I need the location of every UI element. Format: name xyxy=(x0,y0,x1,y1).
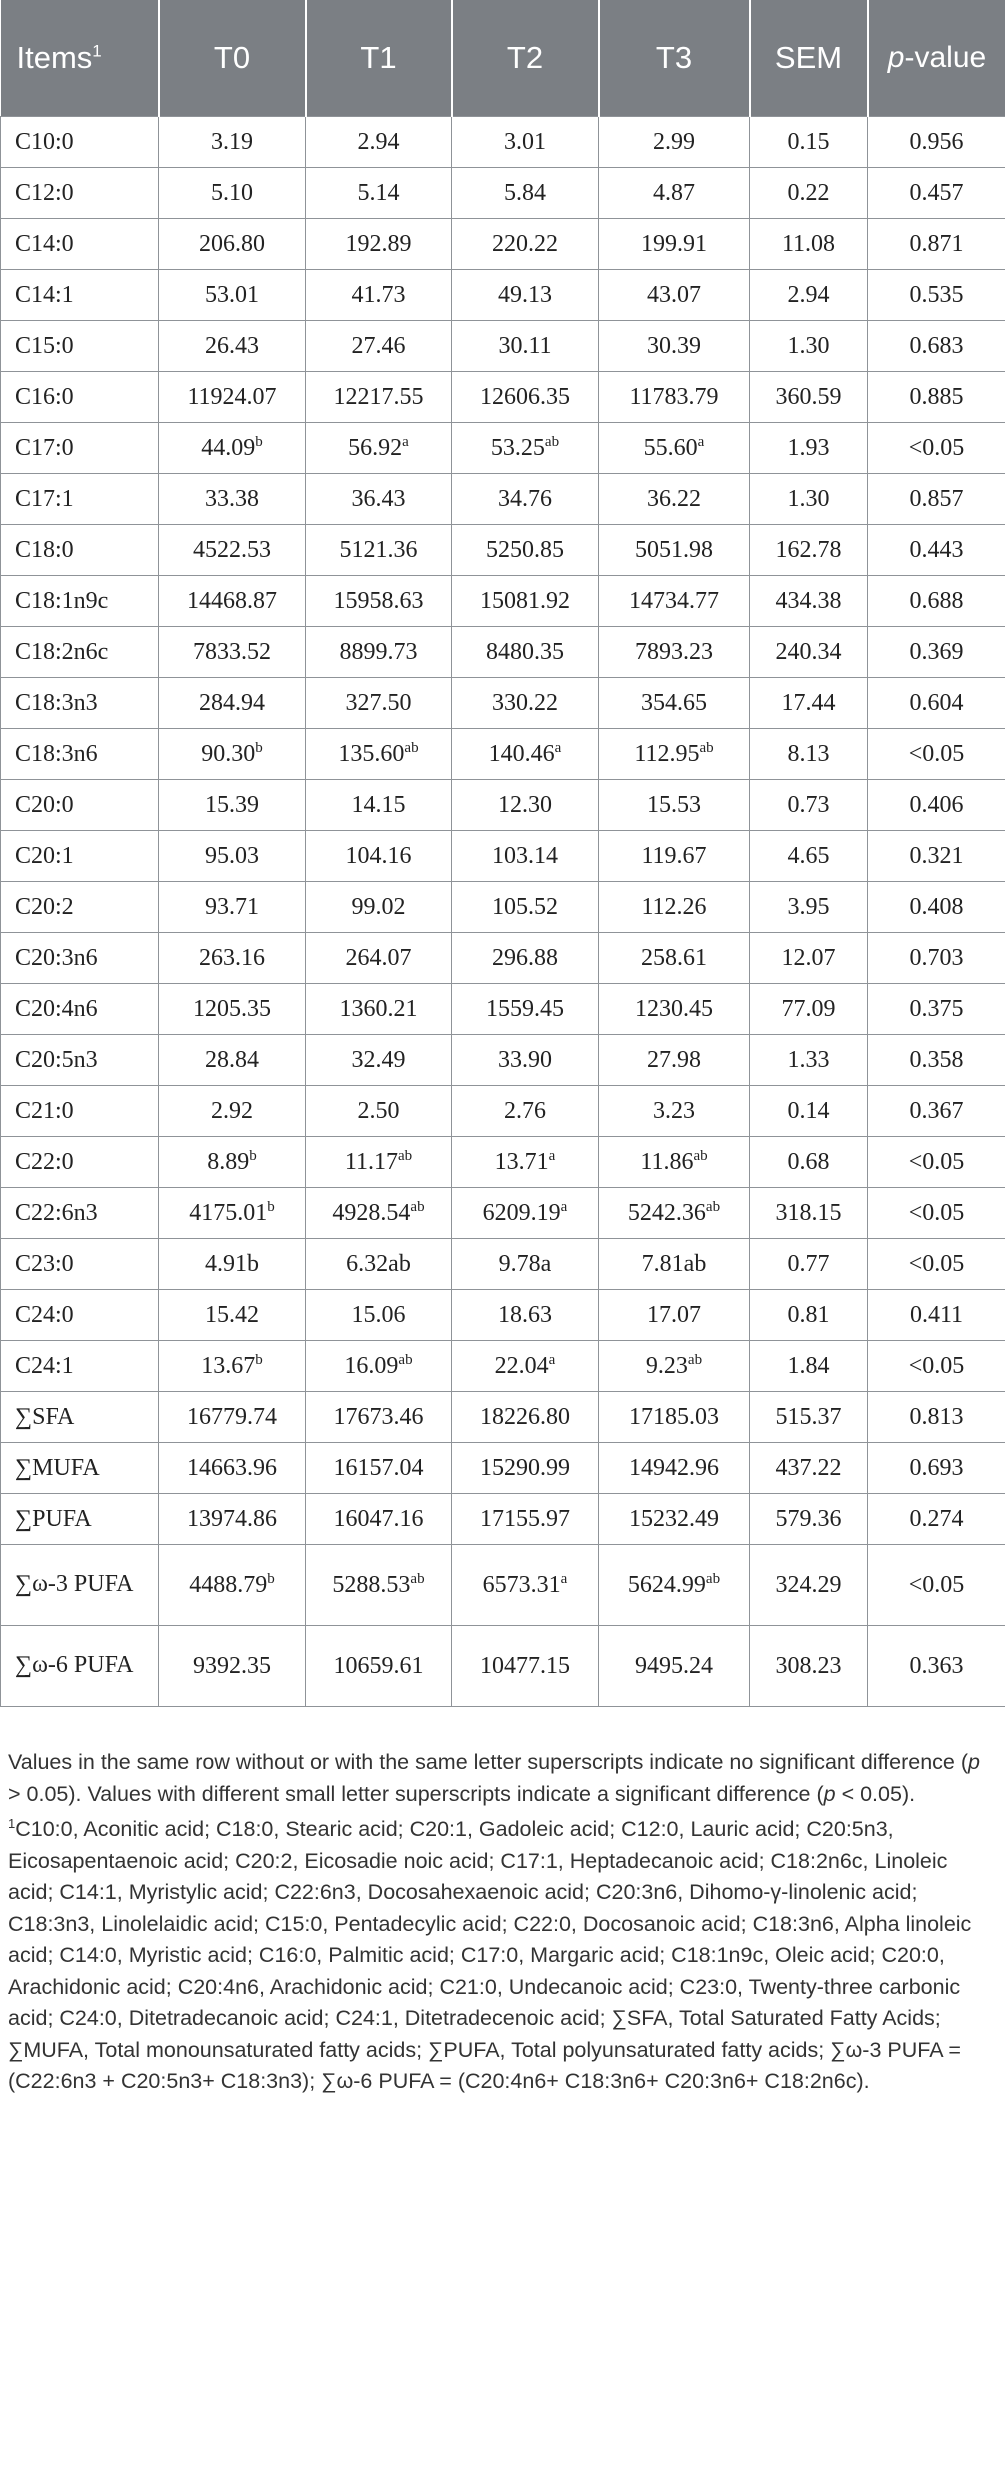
cell-t1: 41.73 xyxy=(306,270,452,321)
cell-p-value: <0.05 xyxy=(868,1341,1005,1392)
cell-p-value: 0.411 xyxy=(868,1290,1005,1341)
cell-p-value: 0.358 xyxy=(868,1035,1005,1086)
cell-p-value: 0.274 xyxy=(868,1494,1005,1545)
significance-letter: ab xyxy=(693,1147,708,1164)
cell-item: C21:0 xyxy=(1,1086,159,1137)
cell-t2: 18.63 xyxy=(452,1290,599,1341)
cell-t3: 14734.77 xyxy=(599,576,750,627)
cell-sem: 324.29 xyxy=(750,1545,868,1626)
significance-letter: b xyxy=(267,1570,275,1587)
cell-t1: 6.32ab xyxy=(306,1239,452,1290)
table-row xyxy=(1,1137,1005,1188)
cell-sem: 360.59 xyxy=(750,372,868,423)
significance-letter: a xyxy=(697,433,705,450)
header-t3: T3 xyxy=(599,0,750,117)
cell-t1: 16157.04 xyxy=(306,1443,452,1494)
table-row xyxy=(1,1086,1005,1137)
table-row xyxy=(1,372,1005,423)
cell-t3: 30.39 xyxy=(599,321,750,372)
cell-sem: 0.68 xyxy=(750,1137,868,1188)
cell-sem: 434.38 xyxy=(750,576,868,627)
cell-t0: 2.92 xyxy=(159,1086,306,1137)
cell-item: ∑SFA xyxy=(1,1392,159,1443)
cell-item: C15:0 xyxy=(1,321,159,372)
significance-letter: ab xyxy=(404,739,419,756)
abbreviation-footnote: $^1$C10:0, Aconitic acid; C18:0, Stearic acid; C20:1, Gadoleic acid; C12:0, Lauric acid; C20:5n3, Eicosapentaenoic acid; C20:2, Eicosadie noic acid; C17:1, Heptadecanoic acid; C18:2n6c, Linoleic acid; C14:1, Myristylic acid; C22:6n3, Docosahexaenoic acid; C20:3n6, Dihomo-γ-linolenic acid; C18:3n3, Linolelaidic acid; C15:0, Pentadecylic acid; C22:0, Docosanoic acid; C18:3n6, Alpha linoleic acid; C14:0, Myristic acid; C16:0, Palmitic acid; C17:0, Margaric acid; C18:1n9c, Oleic acid; C20:0, Arachidonic acid; C20:4n6, Arachidonic acid; C21:0, Undecanoic acid; C23:0, Twenty-three carbonic acid; C24:0, Ditetradecanoic acid; C24:1, Ditetradecenoic acid; ∑SFA, Total Saturated Fatty Acids; ∑MUFA, Total monounsaturated fatty acids; ∑PUFA, Total polyunsaturated fatty acids; ∑ω-3 PUFA = (C22:6n3 + C20:5n3+ C18:3n3); ∑ω-6 PUFA = (C20:4n6+ C18:3n6+ C20:3n6+ C18:2n6c). xyxy=(8,1815,972,2093)
cell-t2: 30.11 xyxy=(452,321,599,372)
cell-sem: 8.13 xyxy=(750,729,868,780)
cell-t3: 15.53 xyxy=(599,780,750,831)
table-header xyxy=(1,0,1005,117)
cell-item: C17:1 xyxy=(1,474,159,525)
cell-t0: 33.38 xyxy=(159,474,306,525)
cell-t3: 9.23$^{ab}$ xyxy=(599,1341,750,1392)
cell-t1: 5121.36 xyxy=(306,525,452,576)
significance-letter: ab xyxy=(397,1147,413,1164)
cell-t2: 330.22 xyxy=(452,678,599,729)
cell-sem: 437.22 xyxy=(750,1443,868,1494)
table-row xyxy=(1,423,1005,474)
cell-p-value: 0.375 xyxy=(868,984,1005,1035)
cell-sem: 12.07 xyxy=(750,933,868,984)
cell-p-value: 0.956 xyxy=(868,117,1005,168)
cell-t2: 13.71$^a$ xyxy=(452,1137,599,1188)
cell-t3: 4.87 xyxy=(599,168,750,219)
cell-item: C22:0 xyxy=(1,1137,159,1188)
cell-item: C18:3n6 xyxy=(1,729,159,780)
cell-sem: 318.15 xyxy=(750,1188,868,1239)
table-row xyxy=(1,1392,1005,1443)
cell-sem: 17.44 xyxy=(750,678,868,729)
cell-sem: 1.93 xyxy=(750,423,868,474)
cell-p-value: 0.693 xyxy=(868,1443,1005,1494)
table-row xyxy=(1,1035,1005,1086)
cell-t3: 43.07 xyxy=(599,270,750,321)
cell-t2: 15081.92 xyxy=(452,576,599,627)
cell-item: C16:0 xyxy=(1,372,159,423)
cell-p-value: <0.05 xyxy=(868,1239,1005,1290)
cell-t1: 2.94 xyxy=(306,117,452,168)
cell-t1: 8899.73 xyxy=(306,627,452,678)
cell-t0: 44.09$^b$ xyxy=(159,423,306,474)
cell-t1: 10659.61 xyxy=(306,1626,452,1707)
cell-t3: 112.26 xyxy=(599,882,750,933)
cell-t1: 17673.46 xyxy=(306,1392,452,1443)
cell-t2: 12606.35 xyxy=(452,372,599,423)
table-row xyxy=(1,933,1005,984)
cell-t0: 53.01 xyxy=(159,270,306,321)
cell-t0: 7833.52 xyxy=(159,627,306,678)
table-row xyxy=(1,1545,1005,1626)
cell-t3: 9495.24 xyxy=(599,1626,750,1707)
cell-t0: 15.42 xyxy=(159,1290,306,1341)
cell-t0: 4.91b xyxy=(159,1239,306,1290)
cell-t3: 7893.23 xyxy=(599,627,750,678)
cell-t3: 5624.99$^{ab}$ xyxy=(599,1545,750,1626)
header-sem: SEM xyxy=(750,0,868,117)
table-row xyxy=(1,1626,1005,1707)
cell-t3: 5051.98 xyxy=(599,525,750,576)
cell-item: ∑ω-3 PUFA xyxy=(1,1545,159,1626)
cell-t0: 16779.74 xyxy=(159,1392,306,1443)
table-row xyxy=(1,219,1005,270)
significance-letter: b xyxy=(249,1147,257,1164)
cell-t0: 90.30$^b$ xyxy=(159,729,306,780)
cell-t3: 15232.49 xyxy=(599,1494,750,1545)
footnote-marker: 1 xyxy=(8,1815,16,1831)
cell-t0: 8.89$^b$ xyxy=(159,1137,306,1188)
significance-letter: b xyxy=(255,1351,263,1368)
cell-sem: 162.78 xyxy=(750,525,868,576)
significance-letter: b xyxy=(255,739,263,756)
cell-t0: 14468.87 xyxy=(159,576,306,627)
table-row xyxy=(1,1239,1005,1290)
cell-item: C20:5n3 xyxy=(1,1035,159,1086)
cell-t2: 49.13 xyxy=(452,270,599,321)
cell-sem: 1.30 xyxy=(750,474,868,525)
cell-t3: 112.95$^{ab}$ xyxy=(599,729,750,780)
header-t1: T1 xyxy=(306,0,452,117)
cell-t0: 4175.01$^b$ xyxy=(159,1188,306,1239)
cell-sem: 11.08 xyxy=(750,219,868,270)
cell-p-value: 0.369 xyxy=(868,627,1005,678)
cell-p-value: 0.457 xyxy=(868,168,1005,219)
cell-item: C23:0 xyxy=(1,1239,159,1290)
table-row xyxy=(1,729,1005,780)
cell-t2: 296.88 xyxy=(452,933,599,984)
cell-item: ∑MUFA xyxy=(1,1443,159,1494)
cell-p-value: 0.857 xyxy=(868,474,1005,525)
cell-item: C18:2n6c xyxy=(1,627,159,678)
table-row xyxy=(1,1443,1005,1494)
cell-p-value: 0.703 xyxy=(868,933,1005,984)
cell-sem: 240.34 xyxy=(750,627,868,678)
cell-t0: 9392.35 xyxy=(159,1626,306,1707)
cell-item: C14:1 xyxy=(1,270,159,321)
cell-item: C20:3n6 xyxy=(1,933,159,984)
significance-legend: Values in the same row without or with the same letter superscripts indicate no significant difference (p > 0.05). Values with different small letter superscripts indicate a significant difference (p < 0.05). xyxy=(8,1750,980,1806)
table-row xyxy=(1,984,1005,1035)
cell-t2: 10477.15 xyxy=(452,1626,599,1707)
cell-t0: 14663.96 xyxy=(159,1443,306,1494)
cell-p-value: 0.443 xyxy=(868,525,1005,576)
cell-p-value: 0.406 xyxy=(868,780,1005,831)
cell-t3: 55.60$^a$ xyxy=(599,423,750,474)
cell-sem: 1.33 xyxy=(750,1035,868,1086)
cell-p-value: <0.05 xyxy=(868,729,1005,780)
table-row xyxy=(1,321,1005,372)
table-notes xyxy=(0,1707,998,2098)
cell-t3: 14942.96 xyxy=(599,1443,750,1494)
table-row xyxy=(1,117,1005,168)
table-row xyxy=(1,1188,1005,1239)
cell-t2: 17155.97 xyxy=(452,1494,599,1545)
table-body xyxy=(1,117,1005,1707)
cell-sem: 0.15 xyxy=(750,117,868,168)
cell-t0: 15.39 xyxy=(159,780,306,831)
significance-letter: ab xyxy=(699,739,714,756)
cell-t3: 258.61 xyxy=(599,933,750,984)
cell-sem: 77.09 xyxy=(750,984,868,1035)
cell-t0: 93.71 xyxy=(159,882,306,933)
cell-t1: 2.50 xyxy=(306,1086,452,1137)
significance-letter: ab xyxy=(398,1351,413,1368)
significance-letter: ab xyxy=(687,1351,703,1368)
cell-t3: 2.99 xyxy=(599,117,750,168)
cell-t1: 11.17$^{ab}$ xyxy=(306,1137,452,1188)
cell-t0: 26.43 xyxy=(159,321,306,372)
cell-t1: 56.92$^a$ xyxy=(306,423,452,474)
cell-p-value: <0.05 xyxy=(868,1188,1005,1239)
cell-t1: 99.02 xyxy=(306,882,452,933)
cell-t2: 103.14 xyxy=(452,831,599,882)
significance-letter: ab xyxy=(705,1570,721,1587)
cell-t0: 4488.79$^b$ xyxy=(159,1545,306,1626)
cell-item: C24:0 xyxy=(1,1290,159,1341)
cell-sem: 0.73 xyxy=(750,780,868,831)
cell-t3: 17.07 xyxy=(599,1290,750,1341)
table-row xyxy=(1,1494,1005,1545)
cell-t3: 11.86$^{ab}$ xyxy=(599,1137,750,1188)
cell-t1: 5288.53$^{ab}$ xyxy=(306,1545,452,1626)
cell-t2: 53.25$^{ab}$ xyxy=(452,423,599,474)
cell-p-value: 0.688 xyxy=(868,576,1005,627)
cell-sem: 579.36 xyxy=(750,1494,868,1545)
cell-p-value: <0.05 xyxy=(868,1137,1005,1188)
cell-p-value: 0.535 xyxy=(868,270,1005,321)
cell-t2: 2.76 xyxy=(452,1086,599,1137)
significance-letter: a xyxy=(560,1570,568,1587)
cell-t3: 17185.03 xyxy=(599,1392,750,1443)
cell-p-value: 0.885 xyxy=(868,372,1005,423)
cell-t0: 3.19 xyxy=(159,117,306,168)
cell-p-value: 0.683 xyxy=(868,321,1005,372)
cell-t0: 263.16 xyxy=(159,933,306,984)
cell-sem: 308.23 xyxy=(750,1626,868,1707)
significance-letter: ab xyxy=(410,1198,425,1215)
cell-t1: 327.50 xyxy=(306,678,452,729)
cell-t2: 5250.85 xyxy=(452,525,599,576)
cell-t2: 220.22 xyxy=(452,219,599,270)
table-row xyxy=(1,168,1005,219)
cell-t1: 264.07 xyxy=(306,933,452,984)
cell-sem: 515.37 xyxy=(750,1392,868,1443)
cell-t0: 95.03 xyxy=(159,831,306,882)
cell-p-value: <0.05 xyxy=(868,423,1005,474)
cell-p-value: 0.813 xyxy=(868,1392,1005,1443)
significance-letter: a xyxy=(402,433,409,450)
cell-t1: 14.15 xyxy=(306,780,452,831)
cell-t3: 27.98 xyxy=(599,1035,750,1086)
cell-t2: 33.90 xyxy=(452,1035,599,1086)
significance-letter: a xyxy=(560,1198,568,1215)
cell-t1: 32.49 xyxy=(306,1035,452,1086)
cell-t0: 13.67$^b$ xyxy=(159,1341,306,1392)
cell-p-value: 0.871 xyxy=(868,219,1005,270)
cell-t3: 36.22 xyxy=(599,474,750,525)
cell-t2: 18226.80 xyxy=(452,1392,599,1443)
cell-t2: 22.04$^a$ xyxy=(452,1341,599,1392)
cell-sem: 1.84 xyxy=(750,1341,868,1392)
header-p-value: p-value xyxy=(868,0,1005,117)
cell-item: C18:1n9c xyxy=(1,576,159,627)
cell-t0: 4522.53 xyxy=(159,525,306,576)
cell-t3: 11783.79 xyxy=(599,372,750,423)
cell-t1: 36.43 xyxy=(306,474,452,525)
cell-t1: 27.46 xyxy=(306,321,452,372)
cell-t1: 104.16 xyxy=(306,831,452,882)
significance-letter: a xyxy=(554,739,562,756)
cell-t0: 28.84 xyxy=(159,1035,306,1086)
cell-t0: 1205.35 xyxy=(159,984,306,1035)
cell-t3: 199.91 xyxy=(599,219,750,270)
table-row xyxy=(1,270,1005,321)
header-items: Items$^1$ xyxy=(1,0,159,117)
table-row xyxy=(1,1341,1005,1392)
cell-item: C10:0 xyxy=(1,117,159,168)
significance-letter: b xyxy=(267,1198,275,1215)
cell-sem: 3.95 xyxy=(750,882,868,933)
significance-letter: ab xyxy=(410,1570,425,1587)
table-row xyxy=(1,678,1005,729)
cell-sem: 0.77 xyxy=(750,1239,868,1290)
cell-t0: 11924.07 xyxy=(159,372,306,423)
cell-p-value: <0.05 xyxy=(868,1545,1005,1626)
table-row xyxy=(1,627,1005,678)
cell-t3: 1230.45 xyxy=(599,984,750,1035)
cell-t1: 135.60$^{ab}$ xyxy=(306,729,452,780)
header-footnote-marker: 1 xyxy=(92,41,102,61)
cell-item: ∑ω-6 PUFA xyxy=(1,1626,159,1707)
cell-t3: 7.81ab xyxy=(599,1239,750,1290)
cell-t2: 1559.45 xyxy=(452,984,599,1035)
cell-t2: 5.84 xyxy=(452,168,599,219)
header-row xyxy=(1,0,1005,117)
significance-letter: a xyxy=(548,1147,556,1164)
table-row xyxy=(1,1290,1005,1341)
significance-letter: a xyxy=(548,1351,556,1368)
cell-t3: 3.23 xyxy=(599,1086,750,1137)
cell-item: C17:0 xyxy=(1,423,159,474)
cell-item: C12:0 xyxy=(1,168,159,219)
cell-t0: 284.94 xyxy=(159,678,306,729)
cell-item: C22:6n3 xyxy=(1,1188,159,1239)
cell-item: C20:4n6 xyxy=(1,984,159,1035)
cell-sem: 2.94 xyxy=(750,270,868,321)
significance-letter: ab xyxy=(544,433,560,450)
significance-letter: ab xyxy=(705,1198,721,1215)
cell-t1: 1360.21 xyxy=(306,984,452,1035)
cell-item: C18:3n3 xyxy=(1,678,159,729)
cell-sem: 0.14 xyxy=(750,1086,868,1137)
cell-t0: 206.80 xyxy=(159,219,306,270)
cell-t2: 9.78a xyxy=(452,1239,599,1290)
cell-t2: 8480.35 xyxy=(452,627,599,678)
cell-t1: 192.89 xyxy=(306,219,452,270)
cell-t2: 3.01 xyxy=(452,117,599,168)
cell-item: C14:0 xyxy=(1,219,159,270)
cell-t3: 119.67 xyxy=(599,831,750,882)
table-row xyxy=(1,882,1005,933)
cell-sem: 4.65 xyxy=(750,831,868,882)
cell-t1: 12217.55 xyxy=(306,372,452,423)
cell-p-value: 0.408 xyxy=(868,882,1005,933)
cell-t0: 5.10 xyxy=(159,168,306,219)
significance-letter: b xyxy=(255,433,263,450)
table-row xyxy=(1,474,1005,525)
cell-t2: 12.30 xyxy=(452,780,599,831)
cell-t2: 6209.19$^a$ xyxy=(452,1188,599,1239)
table-row xyxy=(1,780,1005,831)
table-row xyxy=(1,576,1005,627)
cell-item: ∑PUFA xyxy=(1,1494,159,1545)
cell-t1: 16047.16 xyxy=(306,1494,452,1545)
cell-t2: 34.76 xyxy=(452,474,599,525)
cell-t0: 13974.86 xyxy=(159,1494,306,1545)
cell-t2: 140.46$^a$ xyxy=(452,729,599,780)
cell-item: C20:2 xyxy=(1,882,159,933)
cell-p-value: 0.604 xyxy=(868,678,1005,729)
cell-p-value: 0.367 xyxy=(868,1086,1005,1137)
cell-t2: 6573.31$^a$ xyxy=(452,1545,599,1626)
header-t2: T2 xyxy=(452,0,599,117)
cell-item: C20:0 xyxy=(1,780,159,831)
cell-t1: 15.06 xyxy=(306,1290,452,1341)
cell-t3: 5242.36$^{ab}$ xyxy=(599,1188,750,1239)
header-t0: T0 xyxy=(159,0,306,117)
cell-sem: 0.81 xyxy=(750,1290,868,1341)
cell-item: C24:1 xyxy=(1,1341,159,1392)
cell-t2: 105.52 xyxy=(452,882,599,933)
cell-t1: 15958.63 xyxy=(306,576,452,627)
table-row xyxy=(1,525,1005,576)
cell-sem: 0.22 xyxy=(750,168,868,219)
cell-t1: 4928.54$^{ab}$ xyxy=(306,1188,452,1239)
cell-t1: 5.14 xyxy=(306,168,452,219)
cell-item: C18:0 xyxy=(1,525,159,576)
cell-t3: 354.65 xyxy=(599,678,750,729)
cell-sem: 1.30 xyxy=(750,321,868,372)
cell-t2: 15290.99 xyxy=(452,1443,599,1494)
cell-p-value: 0.321 xyxy=(868,831,1005,882)
cell-t1: 16.09$^{ab}$ xyxy=(306,1341,452,1392)
cell-p-value: 0.363 xyxy=(868,1626,1005,1707)
cell-item: C20:1 xyxy=(1,831,159,882)
table-row xyxy=(1,831,1005,882)
